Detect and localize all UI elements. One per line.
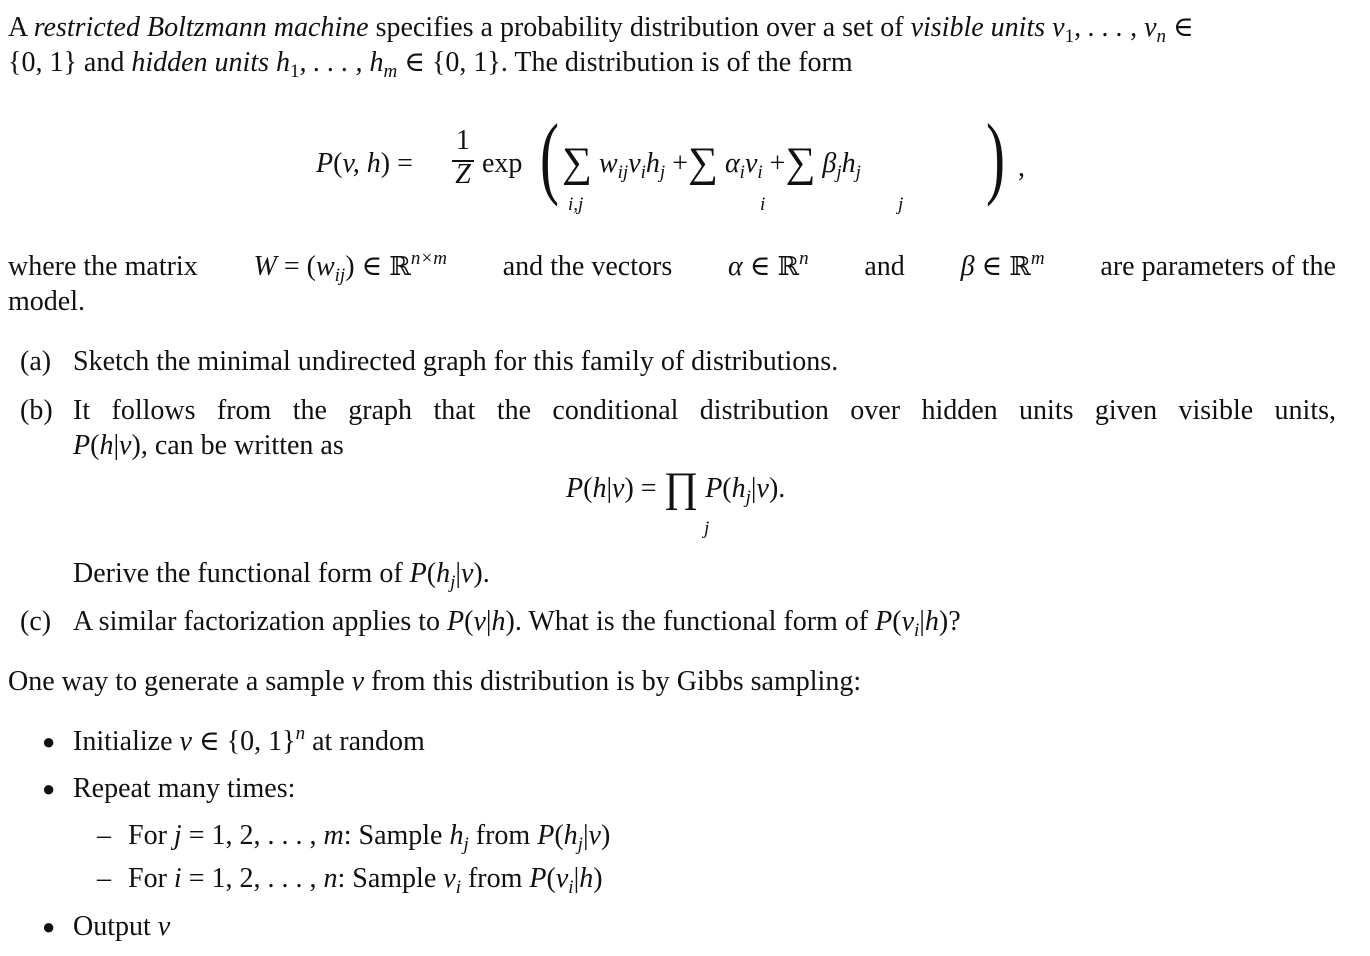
visible-vars: $v_1$, . . . , $v_n$ ∈: [1052, 12, 1194, 47]
part-b-label: (b): [20, 395, 53, 426]
dash-icon: –: [97, 863, 111, 894]
rbm-term: restricted Boltzmann machine: [33, 12, 369, 43]
intro-line-1: [8, 10, 1194, 46]
where-line-2: model.: [8, 286, 85, 317]
step-text: Sample: [352, 863, 437, 894]
init-math: v ∈ {0, 1}$^n$: [179, 723, 306, 757]
intro-text: A: [8, 12, 34, 43]
bullet-icon: ●: [42, 729, 56, 754]
gibbs-var: v: [351, 666, 365, 697]
cond-v-given-h: P(v|h).: [447, 606, 522, 637]
close-paren: ): [986, 105, 1005, 207]
derive-text: Derive the functional form of: [73, 558, 403, 589]
frac-num: 1: [456, 125, 470, 156]
where-text: and: [864, 251, 905, 282]
var-hj: $h_j$: [449, 820, 469, 855]
where-text: and the vectors: [502, 251, 673, 282]
where-line: [8, 249, 1336, 285]
intro-text: and: [76, 47, 132, 78]
bullet-icon: ●: [42, 776, 56, 801]
sum1-limit: i,j: [568, 194, 584, 215]
step-text: For: [128, 863, 167, 894]
cond-h-given-v: P(h|v): [73, 430, 141, 461]
step-text: at random: [312, 726, 425, 757]
part-a-label: (a): [20, 346, 52, 377]
hidden-units-term: hidden units: [131, 47, 269, 78]
sum2-limit: i: [760, 194, 766, 215]
exp-fn: exp: [482, 148, 523, 179]
step-text: For: [128, 820, 167, 851]
part-c-text-1: A similar factorization applies to: [73, 606, 441, 637]
loop-j: j = 1, 2, . . . , m:: [173, 820, 352, 851]
dash-icon: –: [97, 820, 111, 851]
dist-hj: $P(h_j|v)$: [537, 820, 611, 855]
step-text: Sample: [358, 820, 443, 851]
step-text: from: [475, 820, 531, 851]
step-text: from: [467, 863, 523, 894]
derive-math: $P(h_j|v)$.: [409, 558, 490, 593]
var-vi: $v_i$: [443, 863, 461, 898]
step-repeat: Repeat many times:: [73, 773, 296, 804]
open-paren: (: [540, 105, 559, 207]
sum3-limit: j: [898, 194, 904, 215]
product-limit: j: [704, 518, 710, 539]
where-text: are parameters of the: [1100, 251, 1336, 282]
step-initialize: [73, 724, 425, 760]
bullet-icon: ●: [42, 914, 56, 939]
frac-den: Z: [455, 159, 471, 190]
gibbs-text-2: from this distribution is by Gibbs sampling:: [371, 666, 862, 697]
output-var: v: [157, 911, 171, 942]
part-a-text: Sketch the minimal undirected graph for this family of distributions.: [73, 346, 839, 377]
part-c-text-2: What is the functional form of: [528, 606, 869, 637]
dist-vi: $P(v_i|h)$: [529, 863, 603, 898]
sum-2: ∑: [688, 140, 718, 186]
matrix-W: $W = (w_{ij})$ ∈ ℝ$^{n\times m}$: [253, 248, 447, 286]
eq-body: ∑ $w_{ij}v_ih_j$ +∑ $\alpha_iv_i$ +∑ $\beta_jh_j$: [562, 140, 861, 186]
intro-line-2: [8, 45, 853, 81]
binary-set: {0, 1}: [8, 47, 77, 78]
gibbs-text: One way to generate a sample: [8, 666, 345, 697]
part-b-line-2: [73, 428, 344, 464]
sum-3: ∑: [785, 140, 816, 186]
sum-1: ∑: [562, 140, 592, 186]
product-symbol: ∏: [663, 465, 699, 511]
visible-units-term: visible units: [910, 12, 1046, 43]
step-output: [73, 909, 170, 945]
vector-beta: β ∈ ℝ$^m$: [960, 248, 1045, 282]
hidden-vars: $h_1$, . . . , $h_m$ ∈ {0, 1}.: [276, 47, 508, 82]
where-text: where the matrix: [8, 251, 198, 282]
part-c-text: [73, 604, 961, 640]
factorization-eq: P(h|v) = ∏ $P(h_j|v)$.: [566, 465, 786, 511]
substep-sample-v: [128, 861, 603, 897]
part-b-text-2: , can be written as: [140, 430, 344, 461]
intro-text: specifies a probability distribution over a set of: [368, 12, 911, 43]
eq-trail: ,: [1018, 152, 1025, 183]
vector-alpha: α ∈ ℝ$^n$: [728, 248, 809, 282]
substep-sample-h: [128, 818, 610, 854]
part-c-label: (c): [20, 606, 52, 637]
intro-text: The distribution is of the form: [507, 47, 853, 78]
derive-line: [73, 556, 490, 592]
step-text: Output: [73, 911, 151, 942]
step-text: Initialize: [73, 726, 173, 757]
part-b-text: It follows from the graph that the conditional distribution over hidden units given visible units,: [73, 395, 1336, 426]
eq-lhs: P(v, h) =: [316, 148, 413, 179]
cond-vi-given-h: $P(v_i|h)$?: [875, 606, 961, 641]
gibbs-intro: [8, 664, 861, 700]
loop-i: i = 1, 2, . . . , n:: [173, 863, 346, 894]
